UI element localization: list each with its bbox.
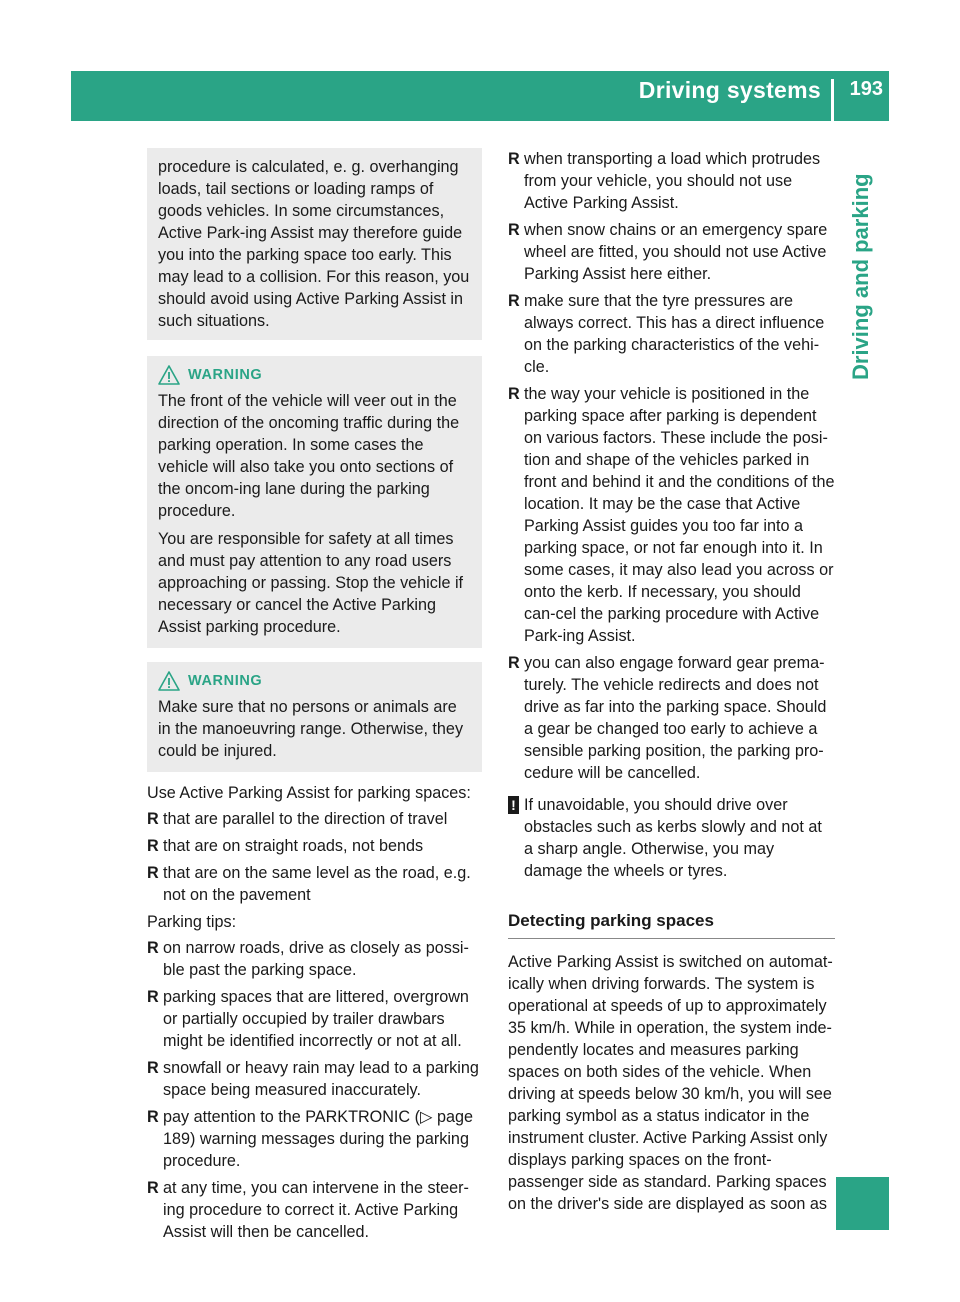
warning-box-2 <box>147 662 482 772</box>
bullet-icon: R <box>508 221 520 239</box>
chapter-title: Driving systems <box>638 77 821 103</box>
list-item: R at any time, you can intervene in the steer-ing procedure to correct it. Active Parking Assist will then be cancelled. <box>147 1179 469 1241</box>
warning-text: The front of the vehicle will veer out in the direction of the oncoming traffic during the parking operation. In some cases the vehicle will also take you onto sections of the oncom-ing lane during the parking procedure. <box>158 392 460 520</box>
header-divider <box>831 79 834 121</box>
warning-text: You are responsible for safety at all times and must pay attention to any road users approaching or passing. Stop the vehicle if necessary or cancel the Active Parking Assist parking procedure. <box>158 530 464 636</box>
warning-label: WARNING <box>188 673 263 689</box>
warning-box-1 <box>147 356 482 648</box>
advice-list <box>508 148 835 784</box>
caution-note <box>508 794 835 882</box>
note-box <box>147 148 482 340</box>
bullet-icon: R <box>508 150 520 168</box>
section-body: Active Parking Assist is switched on automat-ically when driving forwards. The system is operational at speeds of up to approximately 35 km/h. While in operation, the system inde-pendently locates and measures parking spaces on both sides of the vehicle. When driving at speeds below 30 km/h, you will see parking symbol as a status indicator in the instrument cluster. Active Parking Assist only displays parking spaces on the front-passenger side as standard. Parking spaces on the driver's side are displayed as soon as <box>508 953 833 1213</box>
bullet-icon: R <box>147 1059 159 1077</box>
list-item: R on narrow roads, drive as closely as possi-ble past the parking space. <box>147 939 469 979</box>
list-item: R snowfall or heavy rain may lead to a parking space being measured inaccurately. <box>147 1059 479 1099</box>
use-list <box>147 808 482 906</box>
warning-heading <box>158 670 472 692</box>
list-item: R that are on straight roads, not bends <box>147 837 424 855</box>
caution-text: If unavoidable, you should drive over obstacles such as kerbs slowly and not at a sharp angle. Otherwise, you may damage the wheels or tyres. <box>524 796 822 880</box>
side-section-label: Driving and parking <box>848 173 873 380</box>
list-item: R that are parallel to the direction of travel <box>147 810 448 828</box>
list-item: R when transporting a load which protrudes from your vehicle, you should not use Active Parking Assist. <box>508 150 821 212</box>
bullet-icon: R <box>147 1179 159 1197</box>
warning-heading <box>158 364 472 386</box>
page-reference[interactable]: pay attention to the PARKTRONIC (▷ page 189) warning messages during the parking procedure. <box>163 1108 473 1170</box>
list-item: R parking spaces that are littered, overgrown or partially occupied by trailer drawbars might be identified incorrectly or not at all. <box>147 988 469 1050</box>
list-item: R the way your vehicle is positioned in the parking space after parking is dependent on various factors. These include the posi-tion and shape of the vehicles parked in front and behind it and the conditions of the location. It may be the case that Active Parking Assist guides you too far into a parking space, or not far enough into it. In some cases, it may also lead you across or onto the kerb. If necessary, you should can-cel the parking procedure with Active Park-ing Assist. <box>508 385 835 645</box>
section-heading: Detecting parking spaces <box>508 910 835 939</box>
list-item: R that are on the same level as the road, e.g. not on the pavement <box>147 864 471 904</box>
list-item: R when snow chains or an emergency spare wheel are fitted, you should not use Active Parking Assist here either. <box>508 221 828 283</box>
page-number: 193 <box>849 78 883 100</box>
page-header <box>71 71 889 121</box>
warning-triangle-icon <box>158 671 180 691</box>
list-item: R you can also engage forward gear prema-turely. The vehicle redirects and does not drive as far into the parking space. Should a gear be changed too early to achieve a sensible parking position, the parking pro-cedure will be cancelled. <box>508 654 827 782</box>
bullet-icon: R <box>147 837 159 855</box>
bullet-icon: R <box>508 385 520 403</box>
side-marker <box>836 1177 889 1230</box>
tips-list <box>147 937 482 1243</box>
warning-label: WARNING <box>188 367 263 383</box>
bullet-icon: R <box>147 939 159 957</box>
left-column <box>147 148 482 1248</box>
bullet-icon: R <box>147 810 159 828</box>
warning-text: Make sure that no persons or animals are in the manoeuvring range. Otherwise, they could be injured. <box>158 698 464 760</box>
caution-icon: ! <box>508 796 519 814</box>
bullet-icon: R <box>147 1108 159 1126</box>
tips-intro: Parking tips: <box>147 913 237 931</box>
use-intro: Use Active Parking Assist for parking spaces: <box>147 784 471 802</box>
bullet-icon: R <box>508 292 520 310</box>
list-item: R make sure that the tyre pressures are always correct. This has a direct influence on the parking characteristics of the vehi-cle. <box>508 292 825 376</box>
bullet-icon: R <box>508 654 520 672</box>
right-column <box>508 148 835 1231</box>
bullet-icon: R <box>147 864 159 882</box>
bullet-icon: R <box>147 988 159 1006</box>
warning-triangle-icon <box>158 365 180 385</box>
note-text: procedure is calculated, e. g. overhanging loads, tail sections or loading ramps of goods vehicles. In some circumstances, Active Park-ing Assist may therefore guide you into the parking space too early. This may lead to a collision. For this reason, you should avoid using Active Parking Assist in such situations. <box>158 158 470 330</box>
list-item <box>147 1106 482 1172</box>
